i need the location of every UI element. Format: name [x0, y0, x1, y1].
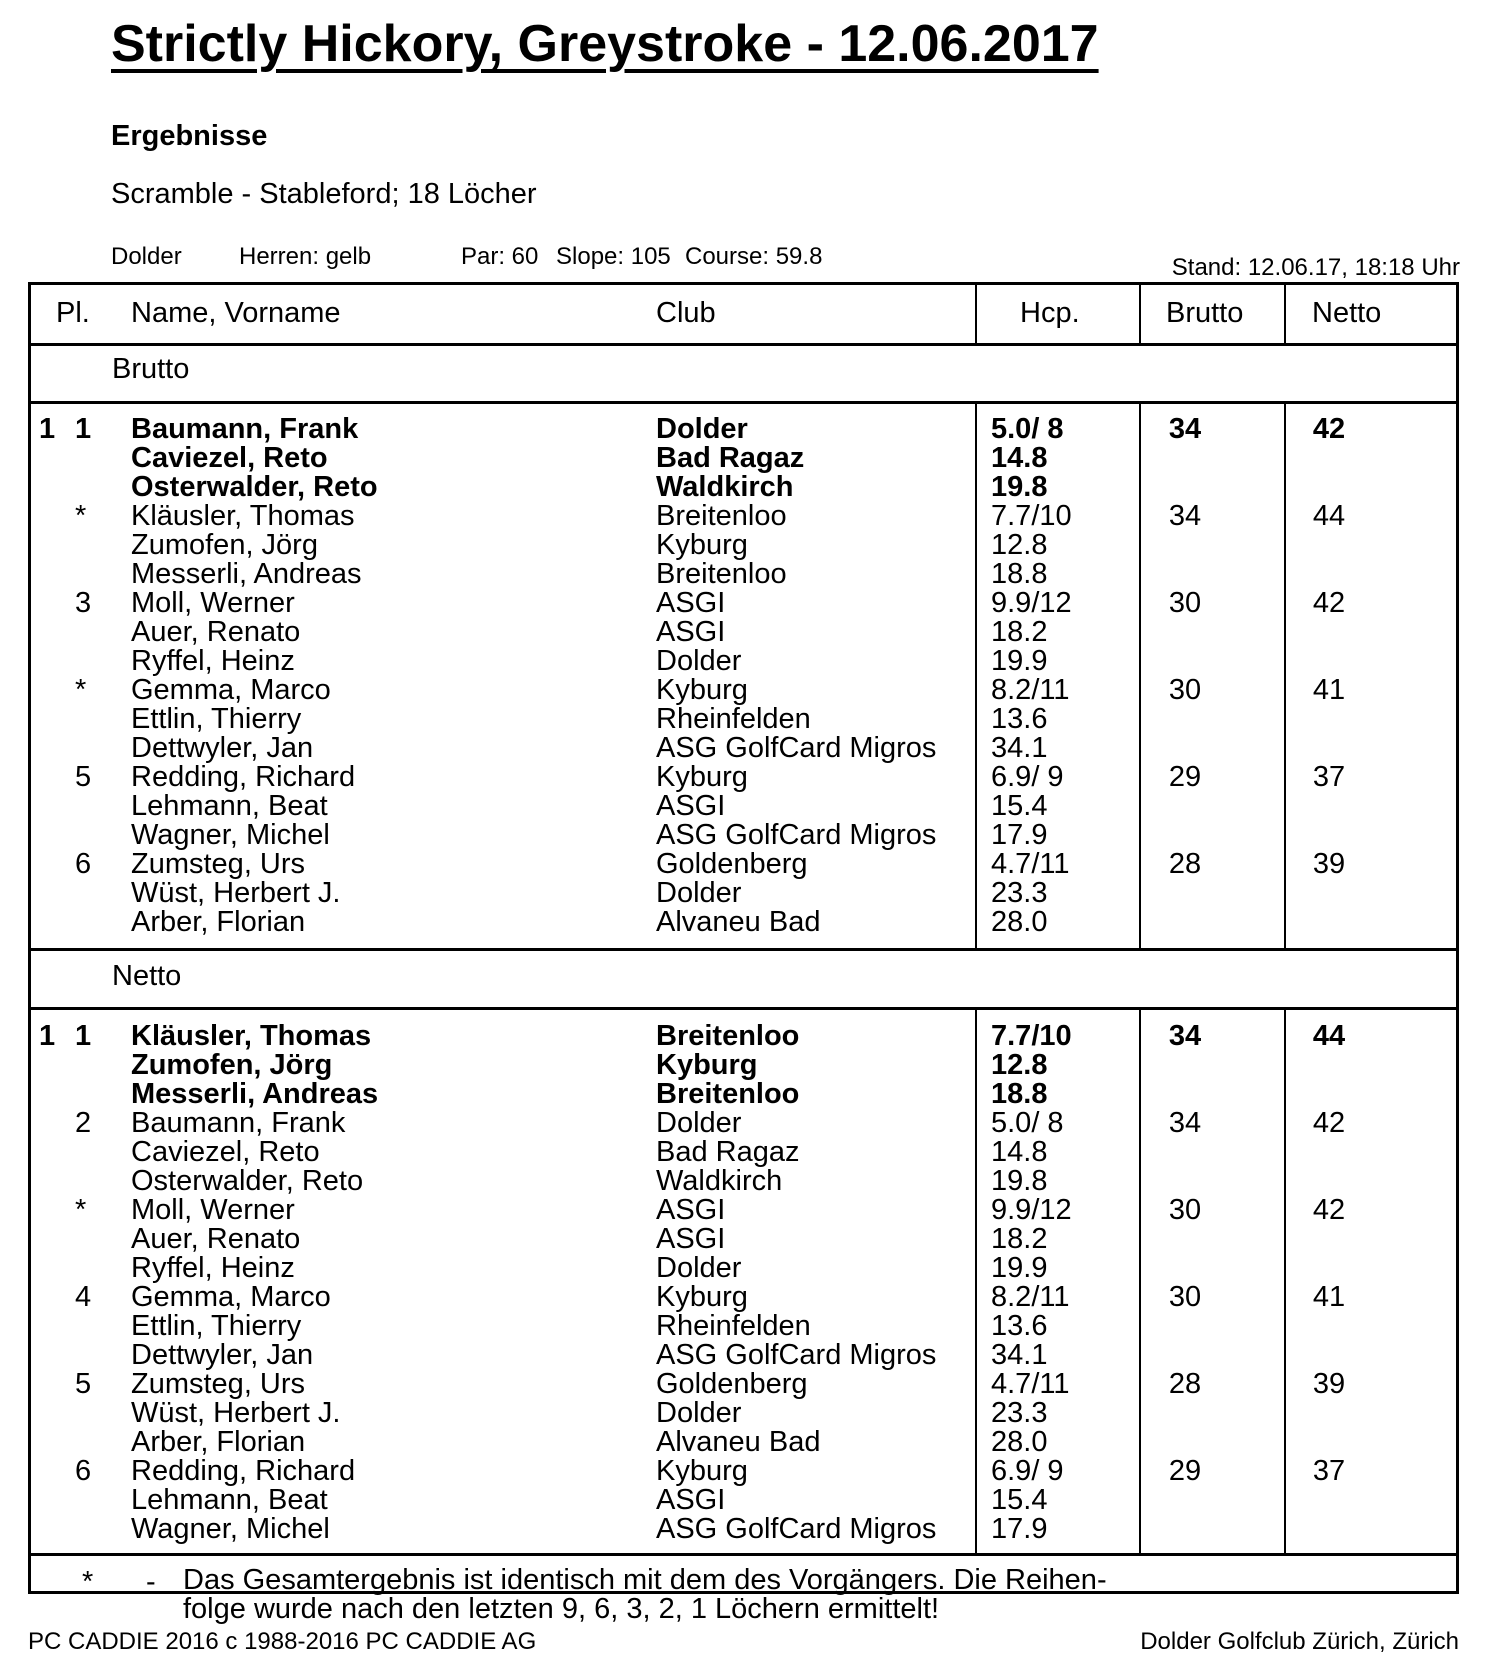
player-name: Moll, Werner — [131, 587, 295, 619]
page-title: Strictly Hickory, Greystroke - 12.06.2017 — [111, 15, 1099, 73]
player-name: Ettlin, Thierry — [131, 1310, 302, 1342]
club-name: Rheinfelden — [656, 703, 811, 735]
club-name: Waldkirch — [656, 1165, 783, 1197]
handicap: 12.8 — [991, 1049, 1048, 1081]
brutto-score: 30 — [1168, 587, 1202, 619]
player-name: Kläusler, Thomas — [131, 1020, 372, 1052]
section-label-netto: Netto — [112, 960, 182, 992]
rank: * — [75, 674, 87, 706]
club-name: ASGI — [656, 1223, 726, 1255]
table-row — [31, 560, 1456, 589]
handicap: 17.9 — [991, 819, 1048, 851]
netto-score: 37 — [1312, 761, 1346, 793]
col-header-hcp: Hcp. — [1020, 297, 1080, 329]
club-name: Kyburg — [656, 529, 748, 561]
footer-copyright: PC CADDIE 2016 c 1988-2016 PC CADDIE AG — [28, 1628, 537, 1655]
table-row — [31, 1399, 1456, 1428]
club-name: ASG GolfCard Migros — [656, 1339, 937, 1371]
netto-score: 42 — [1312, 1107, 1346, 1139]
club-name: Rheinfelden — [656, 1310, 811, 1342]
club-name: ASGI — [656, 790, 726, 822]
rank: 5 — [75, 761, 92, 793]
handicap: 34.1 — [991, 1339, 1048, 1371]
table-row — [31, 850, 1456, 879]
table-row — [31, 502, 1456, 531]
table-row — [31, 1196, 1456, 1225]
handicap: 15.4 — [991, 1484, 1048, 1516]
brutto-score: 30 — [1168, 1194, 1202, 1226]
brutto-score: 28 — [1168, 1368, 1202, 1400]
handicap: 12.8 — [991, 529, 1048, 561]
table-row — [31, 1457, 1456, 1486]
footer-club: Dolder Golfclub Zürich, Zürich — [1140, 1628, 1459, 1655]
player-name: Osterwalder, Reto — [131, 471, 378, 503]
handicap: 19.8 — [991, 1165, 1048, 1197]
handicap: 5.0/ 8 — [991, 413, 1064, 445]
placement: 1 — [39, 1020, 56, 1052]
club-name: Kyburg — [656, 761, 748, 793]
handicap: 9.9/12 — [991, 1194, 1072, 1226]
player-name: Kläusler, Thomas — [131, 500, 355, 532]
player-name: Caviezel, Reto — [131, 1136, 320, 1168]
page-subtitle: Ergebnisse — [111, 120, 268, 152]
table-row — [31, 763, 1456, 792]
netto-score: 44 — [1312, 1020, 1346, 1052]
brutto-score: 34 — [1168, 1020, 1202, 1052]
club-name: Kyburg — [656, 674, 748, 706]
footnote-dash: - — [146, 1566, 156, 1598]
club-name: Dolder — [656, 1397, 742, 1429]
player-name: Redding, Richard — [131, 1455, 356, 1487]
player-name: Wagner, Michel — [131, 1513, 330, 1545]
netto-score: 37 — [1312, 1455, 1346, 1487]
table-row — [31, 1167, 1456, 1196]
table-row — [31, 473, 1456, 502]
divider — [31, 1553, 1456, 1556]
club-name: Breitenloo — [656, 500, 787, 532]
table-row — [31, 792, 1456, 821]
club-name: ASGI — [656, 1484, 726, 1516]
course-rating-info: Course: 59.8 — [685, 243, 823, 270]
table-row — [31, 444, 1456, 473]
slope-info: Slope: 105 — [556, 243, 671, 270]
rank: * — [75, 1194, 87, 1226]
table-row — [31, 618, 1456, 647]
table-row — [31, 676, 1456, 705]
table-row — [31, 647, 1456, 676]
table-row — [31, 1225, 1456, 1254]
club-name: Dolder — [656, 413, 748, 445]
club-name: Breitenloo — [656, 1020, 800, 1052]
table-row — [31, 1051, 1456, 1080]
player-name: Ryffel, Heinz — [131, 1252, 295, 1284]
player-name: Redding, Richard — [131, 761, 356, 793]
brutto-score: 29 — [1168, 1455, 1202, 1487]
handicap: 7.7/10 — [991, 1020, 1072, 1052]
handicap: 6.9/ 9 — [991, 1455, 1064, 1487]
club-name: Breitenloo — [656, 558, 787, 590]
tee-info: Herren: gelb — [239, 243, 372, 270]
handicap: 34.1 — [991, 732, 1048, 764]
club-name: Alvaneu Bad — [656, 906, 821, 938]
netto-score: 42 — [1312, 587, 1346, 619]
handicap: 14.8 — [991, 442, 1048, 474]
handicap: 8.2/11 — [991, 1281, 1070, 1313]
player-name: Baumann, Frank — [131, 413, 359, 445]
player-name: Zumofen, Jörg — [131, 1049, 333, 1081]
player-name: Zumsteg, Urs — [131, 1368, 306, 1400]
handicap: 23.3 — [991, 877, 1048, 909]
rank: * — [75, 500, 87, 532]
player-name: Osterwalder, Reto — [131, 1165, 364, 1197]
divider — [31, 1007, 1456, 1010]
netto-score: 42 — [1312, 1194, 1346, 1226]
brutto-score: 30 — [1168, 1281, 1202, 1313]
table-row — [31, 821, 1456, 850]
rank: 4 — [75, 1281, 92, 1313]
player-name: Lehmann, Beat — [131, 790, 328, 822]
handicap: 13.6 — [991, 1310, 1048, 1342]
club-name: Kyburg — [656, 1281, 748, 1313]
handicap: 23.3 — [991, 1397, 1048, 1429]
table-row — [31, 705, 1456, 734]
player-name: Wüst, Herbert J. — [131, 1397, 341, 1429]
col-header-name: Name, Vorname — [131, 297, 341, 329]
player-name: Ettlin, Thierry — [131, 703, 302, 735]
club-name: Waldkirch — [656, 471, 794, 503]
club-name: Bad Ragaz — [656, 1136, 800, 1168]
club-name: Kyburg — [656, 1049, 758, 1081]
club-name: ASGI — [656, 1194, 726, 1226]
handicap: 4.7/11 — [991, 848, 1070, 880]
placement: 1 — [39, 413, 56, 445]
table-row — [31, 908, 1456, 937]
club-name: Bad Ragaz — [656, 442, 805, 474]
netto-score: 41 — [1312, 674, 1346, 706]
table-row — [31, 1080, 1456, 1109]
player-name: Messerli, Andreas — [131, 558, 362, 590]
rank: 2 — [75, 1107, 92, 1139]
club-name: ASG GolfCard Migros — [656, 732, 937, 764]
handicap: 14.8 — [991, 1136, 1048, 1168]
brutto-score: 34 — [1168, 1107, 1202, 1139]
table-row — [31, 1312, 1456, 1341]
table-row — [31, 1428, 1456, 1457]
club-name: ASG GolfCard Migros — [656, 819, 937, 851]
handicap: 4.7/11 — [991, 1368, 1070, 1400]
table-row — [31, 734, 1456, 763]
par-info: Par: 60 — [461, 243, 539, 270]
divider — [31, 401, 1456, 404]
table-row — [31, 879, 1456, 908]
brutto-score: 29 — [1168, 761, 1202, 793]
player-name: Wüst, Herbert J. — [131, 877, 341, 909]
netto-score: 41 — [1312, 1281, 1346, 1313]
handicap: 15.4 — [991, 790, 1048, 822]
col-header-pl: Pl. — [56, 297, 90, 329]
handicap: 9.9/12 — [991, 587, 1072, 619]
netto-score: 42 — [1312, 413, 1346, 445]
divider — [31, 343, 1456, 346]
club-name: Alvaneu Bad — [656, 1426, 821, 1458]
section-label-brutto: Brutto — [112, 353, 190, 385]
handicap: 18.2 — [991, 616, 1048, 648]
rank: 6 — [75, 1455, 92, 1487]
table-row — [31, 1515, 1456, 1544]
timestamp: Stand: 12.06.17, 18:18 Uhr — [1171, 254, 1460, 281]
brutto-score: 34 — [1168, 413, 1202, 445]
club-name: Dolder — [656, 877, 742, 909]
club-name: Goldenberg — [656, 1368, 808, 1400]
handicap: 18.8 — [991, 1078, 1048, 1110]
player-name: Zumsteg, Urs — [131, 848, 306, 880]
player-name: Caviezel, Reto — [131, 442, 328, 474]
brutto-score: 28 — [1168, 848, 1202, 880]
handicap: 7.7/10 — [991, 500, 1072, 532]
results-table — [28, 282, 1459, 1594]
player-name: Auer, Renato — [131, 616, 301, 648]
table-row — [31, 1341, 1456, 1370]
handicap: 19.8 — [991, 471, 1048, 503]
col-header-brutto: Brutto — [1166, 297, 1244, 329]
club-name: Breitenloo — [656, 1078, 800, 1110]
col-header-netto: Netto — [1312, 297, 1382, 329]
club-name: ASGI — [656, 587, 726, 619]
col-header-club: Club — [656, 297, 716, 329]
handicap: 13.6 — [991, 703, 1048, 735]
rank: 1 — [75, 413, 92, 445]
player-name: Arber, Florian — [131, 1426, 306, 1458]
table-row — [31, 1370, 1456, 1399]
course-name: Dolder — [111, 243, 182, 270]
table-row — [31, 1022, 1456, 1051]
club-name: ASG GolfCard Migros — [656, 1513, 937, 1545]
player-name: Arber, Florian — [131, 906, 306, 938]
handicap: 17.9 — [991, 1513, 1048, 1545]
netto-score: 44 — [1312, 500, 1346, 532]
brutto-score: 30 — [1168, 674, 1202, 706]
table-row — [31, 1283, 1456, 1312]
rank: 3 — [75, 587, 92, 619]
handicap: 28.0 — [991, 1426, 1048, 1458]
player-name: Wagner, Michel — [131, 819, 330, 851]
player-name: Moll, Werner — [131, 1194, 295, 1226]
player-name: Messerli, Andreas — [131, 1078, 379, 1110]
netto-score: 39 — [1312, 1368, 1346, 1400]
divider — [31, 948, 1456, 951]
handicap: 5.0/ 8 — [991, 1107, 1064, 1139]
table-row — [31, 1486, 1456, 1515]
club-name: Kyburg — [656, 1455, 748, 1487]
divider — [1139, 285, 1141, 343]
divider — [975, 285, 977, 343]
player-name: Gemma, Marco — [131, 1281, 331, 1313]
player-name: Ryffel, Heinz — [131, 645, 295, 677]
handicap: 18.2 — [991, 1223, 1048, 1255]
table-row — [31, 1138, 1456, 1167]
table-row — [31, 415, 1456, 444]
handicap: 8.2/11 — [991, 674, 1070, 706]
footnote-text: Das Gesamtergebnis ist identisch mit dem des Vorgängers. Die Reihen- folge wurde nach den letzten 9, 6, 3, 2, 1 Löchern ermittelt! — [183, 1564, 1107, 1625]
rank: 6 — [75, 848, 92, 880]
footnote-marker: * — [82, 1566, 94, 1598]
table-row — [31, 531, 1456, 560]
table-row — [31, 1254, 1456, 1283]
divider — [1284, 285, 1286, 343]
rank: 1 — [75, 1020, 92, 1052]
player-name: Auer, Renato — [131, 1223, 301, 1255]
netto-score: 39 — [1312, 848, 1346, 880]
competition-format: Scramble - Stableford; 18 Löcher — [111, 178, 537, 210]
player-name: Zumofen, Jörg — [131, 529, 318, 561]
rank: 5 — [75, 1368, 92, 1400]
club-name: Dolder — [656, 1252, 742, 1284]
handicap: 6.9/ 9 — [991, 761, 1064, 793]
club-name: Dolder — [656, 645, 742, 677]
table-row — [31, 589, 1456, 618]
player-name: Dettwyler, Jan — [131, 732, 314, 764]
player-name: Dettwyler, Jan — [131, 1339, 314, 1371]
player-name: Lehmann, Beat — [131, 1484, 328, 1516]
club-name: Dolder — [656, 1107, 742, 1139]
club-name: ASGI — [656, 616, 726, 648]
brutto-score: 34 — [1168, 500, 1202, 532]
handicap: 19.9 — [991, 1252, 1048, 1284]
table-row — [31, 1109, 1456, 1138]
handicap: 28.0 — [991, 906, 1048, 938]
player-name: Baumann, Frank — [131, 1107, 346, 1139]
player-name: Gemma, Marco — [131, 674, 331, 706]
club-name: Goldenberg — [656, 848, 808, 880]
handicap: 19.9 — [991, 645, 1048, 677]
handicap: 18.8 — [991, 558, 1048, 590]
